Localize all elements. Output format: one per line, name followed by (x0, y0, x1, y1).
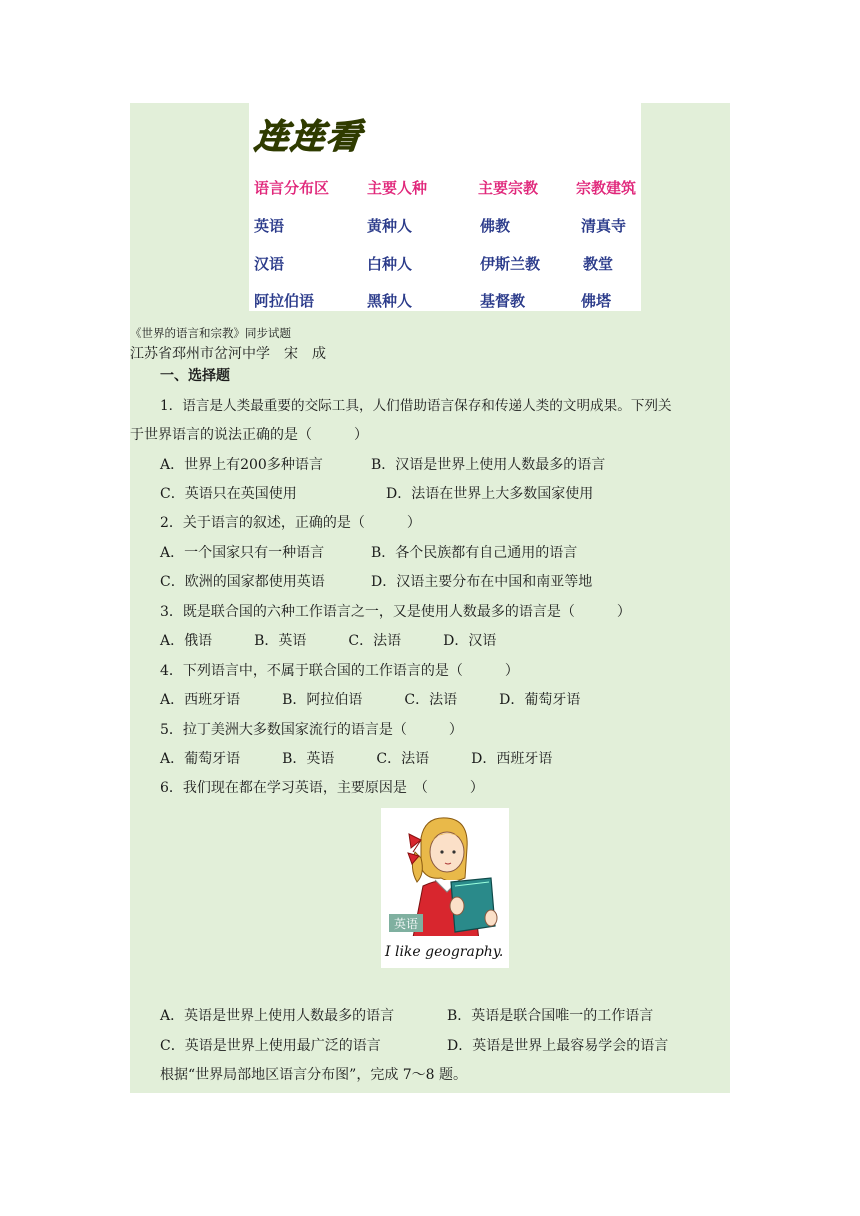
header-language: 语言分布区 (254, 179, 330, 197)
girl-reading-illustration (381, 808, 509, 968)
panel-cell: 汉语 (254, 255, 285, 273)
header-religion: 主要宗教 (478, 179, 539, 197)
panel-cell: 基督教 (480, 292, 526, 310)
panel-cell: 阿拉伯语 (254, 292, 315, 310)
question-1-line-1: 1．语言是人类最重要的交际工具，人们借助语言保存和传递人类的文明成果。下列关 (160, 398, 672, 414)
header-race: 主要人种 (367, 179, 428, 197)
q2-option-d: D．汉语主要分布在中国和南亚等地 (371, 574, 593, 590)
question-2: 2．关于语言的叙述，正确的是（ ） (160, 515, 421, 531)
q2-option-a: A．一个国家只有一种语言 (160, 545, 325, 561)
section-heading: 一、选择题 (160, 368, 230, 384)
q6-option-d: D．英语是世界上最容易学会的语言 (447, 1038, 669, 1054)
panel-title: 连连看 (252, 117, 365, 157)
doc-title: 《世界的语言和宗教》同步试题 (130, 326, 291, 340)
q1-option-c: C．英语只在英国使用 (160, 486, 297, 502)
q6-option-a: A．英语是世界上使用人数最多的语言 (160, 1008, 395, 1024)
q3-options: A．俄语 B．英语 C．法语 D．汉语 (160, 633, 497, 649)
doc-author: 江苏省邳州市岔河中学 宋 成 (130, 346, 326, 362)
panel-cell: 佛塔 (581, 292, 612, 310)
q4-options: A．西班牙语 B．阿拉伯语 C．法语 D．葡萄牙语 (160, 692, 581, 708)
panel-cell: 黑种人 (367, 292, 413, 310)
q1-option-d: D．法语在世界上大多数国家使用 (386, 486, 594, 502)
panel-cell: 伊斯兰教 (480, 255, 541, 273)
panel-cell: 白种人 (367, 255, 413, 273)
question-4: 4．下列语言中，不属于联合国的工作语言的是（ ） (160, 663, 519, 679)
question-1-line-2: 于世界语言的说法正确的是（ ） (130, 427, 368, 443)
handwritten-caption: I like geography. (385, 944, 504, 960)
panel-cell: 佛教 (480, 217, 511, 235)
q2-option-b: B．各个民族都有自己通用的语言 (371, 545, 578, 561)
question-6: 6．我们现在都在学习英语，主要原因是 （ ） (160, 780, 484, 796)
panel-cell: 英语 (254, 217, 285, 235)
q1-option-b: B．汉语是世界上使用人数最多的语言 (371, 457, 606, 473)
question-5: 5．拉丁美洲大多数国家流行的语言是（ ） (160, 722, 463, 738)
q1-option-a: A．世界上有200多种语言 (160, 457, 323, 473)
map-note: 根据“世界局部地区语言分布图”，完成 7～8 题。 (160, 1067, 468, 1083)
panel-cell: 黄种人 (367, 217, 413, 235)
q6-option-b: B．英语是联合国唯一的工作语言 (447, 1008, 654, 1024)
connect-panel (249, 103, 641, 311)
q6-option-c: C．英语是世界上使用最广泛的语言 (160, 1038, 381, 1054)
question-3: 3．既是联合国的六种工作语言之一，又是使用人数最多的语言是（ ） (160, 604, 631, 620)
q5-options: A．葡萄牙语 B．英语 C．法语 D．西班牙语 (160, 751, 553, 767)
q2-option-c: C．欧洲的国家都使用英语 (160, 574, 325, 590)
english-label: 英语 (394, 917, 419, 931)
panel-cell: 清真寺 (581, 217, 627, 235)
panel-cell: 教堂 (583, 255, 614, 273)
header-architecture: 宗教建筑 (576, 179, 637, 197)
